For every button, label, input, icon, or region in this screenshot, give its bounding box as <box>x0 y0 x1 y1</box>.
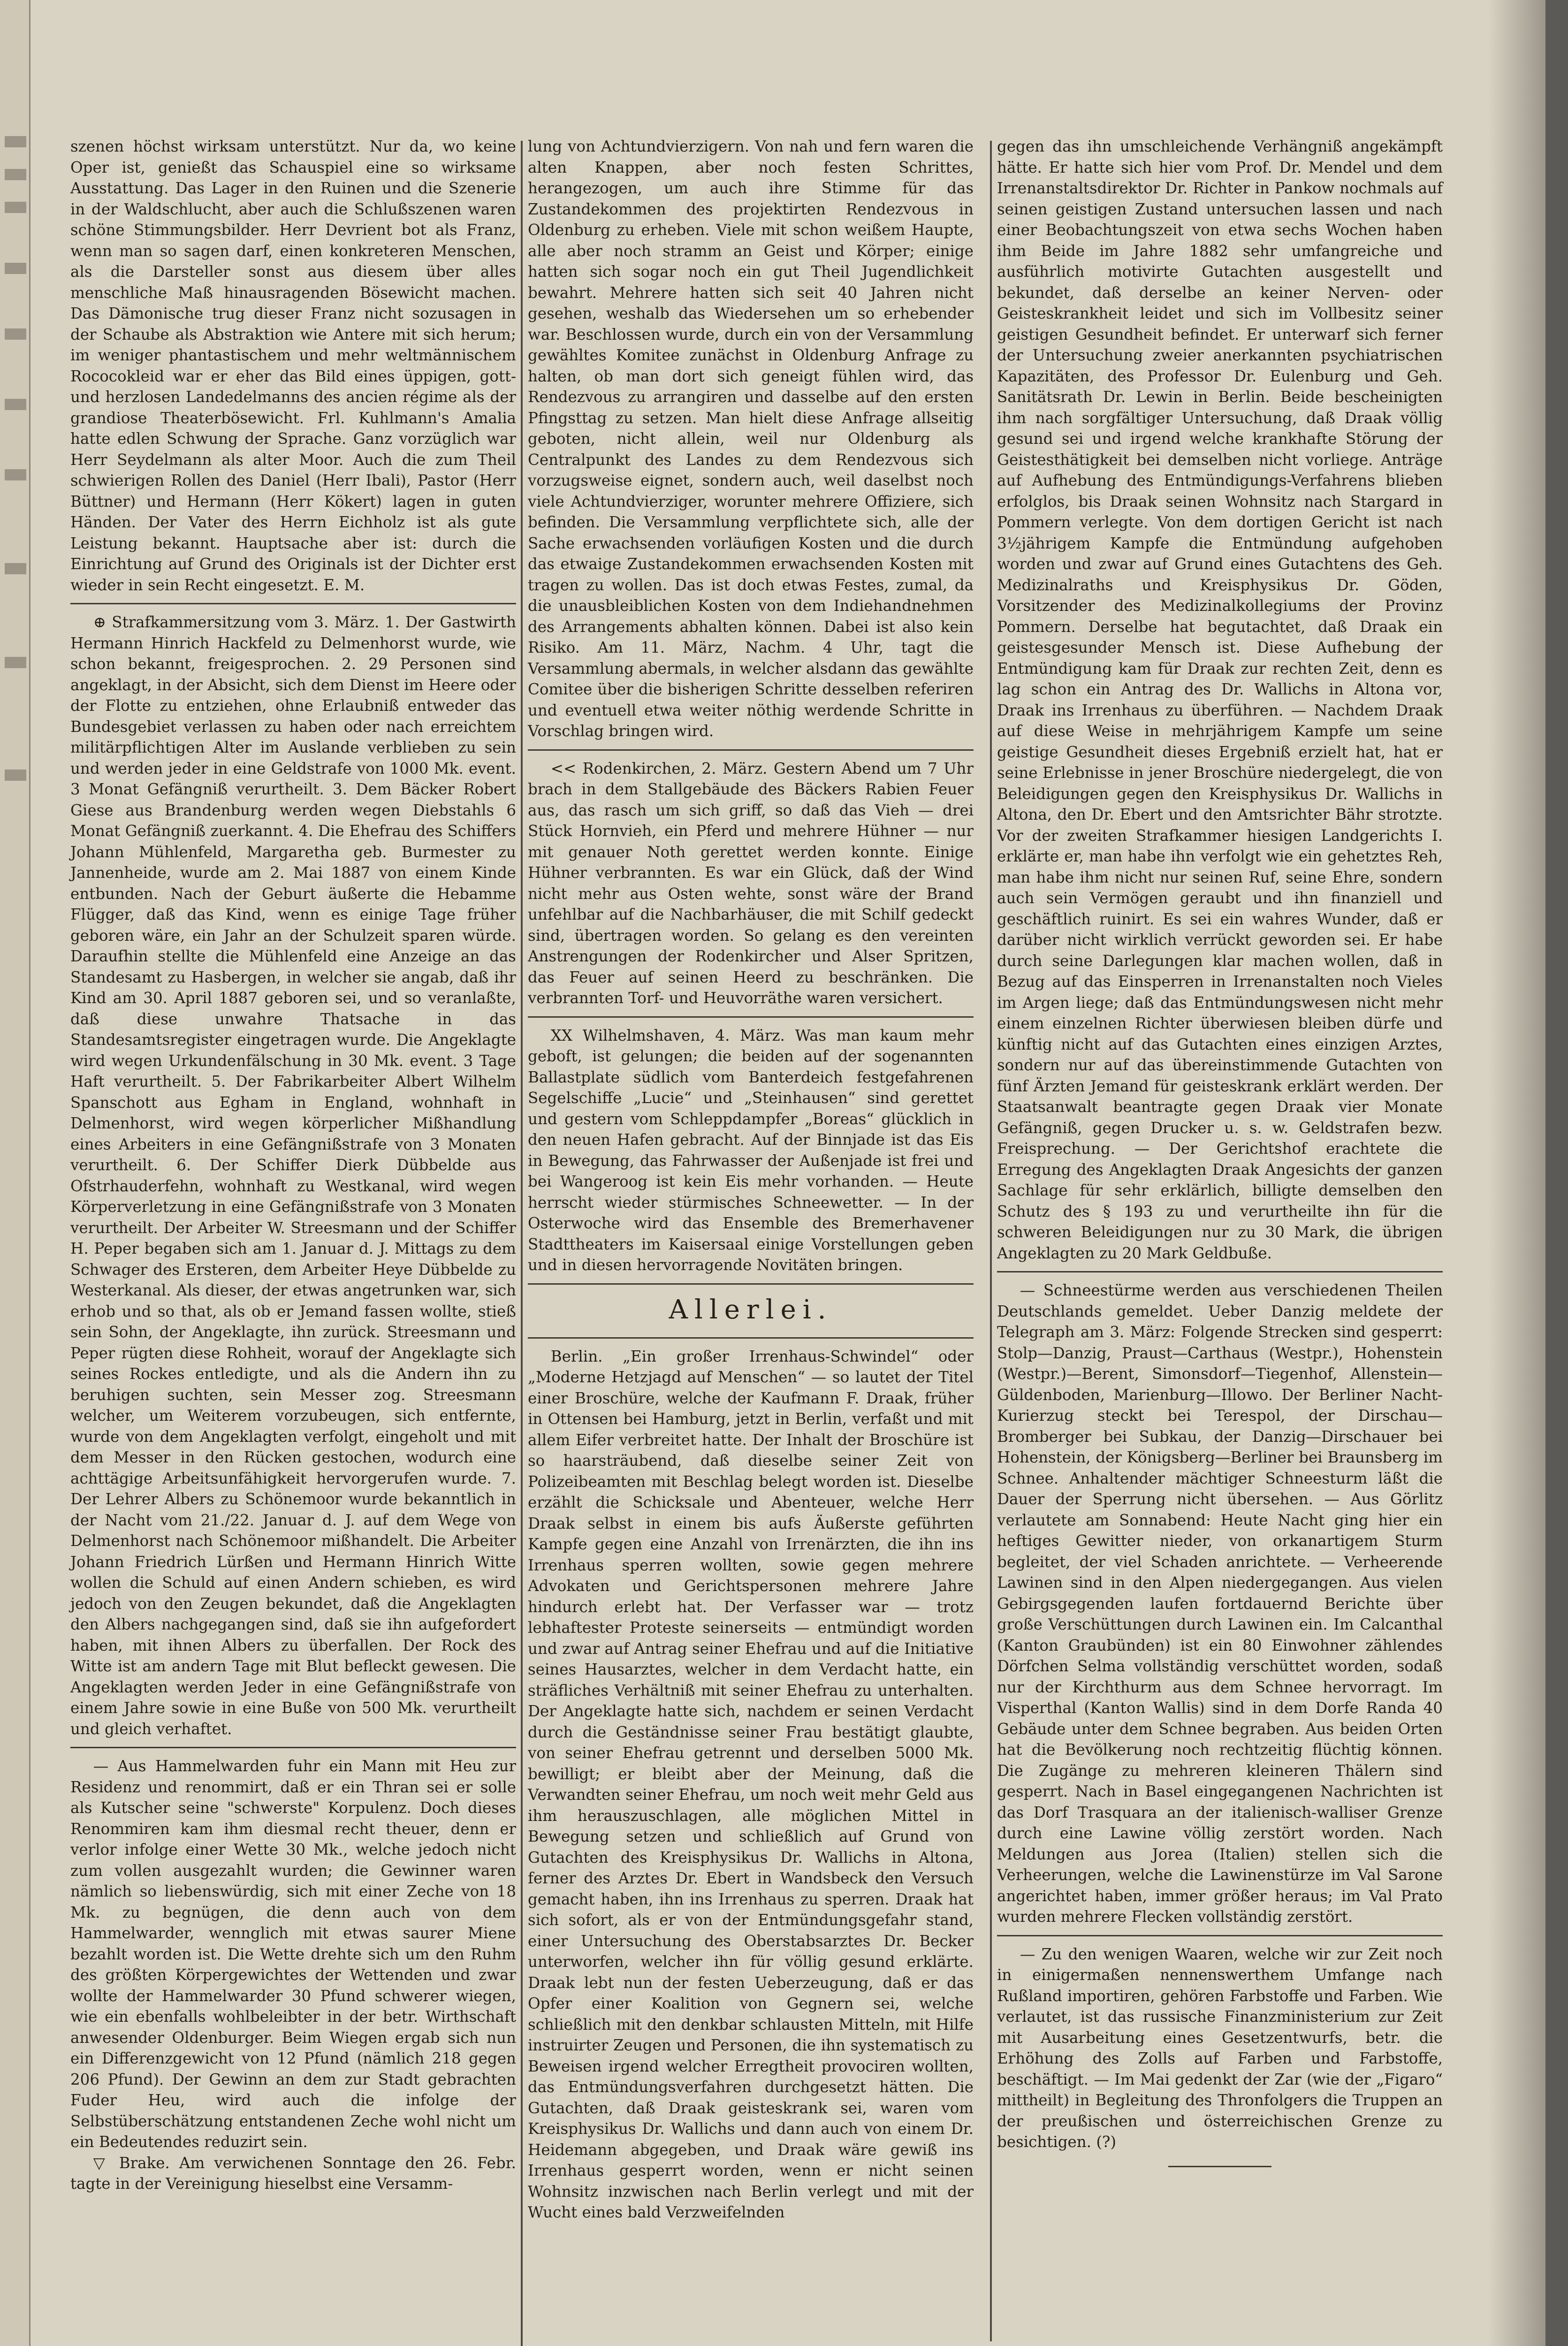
article-separator <box>70 1747 516 1748</box>
article-separator <box>70 603 516 604</box>
article-separator <box>528 1016 974 1018</box>
article-schneestuerme: — Schneestürme werden aus verschiedenen Theilen Deutschlands gemeldet. Ueber Danzig meldete der Telegraph am 3. März: Folgende Strecken sind gesperrt: Stolp—Danzig, Praust—Carthaus (Westpr.), Hohenstein (Westpr.)—Berent, Simonsdorf—Tiegenhof, Allenstein—Güldenboden, Marienburg—Illowo. Der Berliner Nacht-Kurierzug steckt bei Terespol, der Dirschau—Bromberger bei Subkau, der Danzig—Dirschauer bei Hohenstein, der Königsberg—Berliner bei Braunsberg im Schnee. Anhaltender mächtiger Schneesturm läßt die Dauer der Sperrung nicht übersehen. — Aus Görlitz verlautete am Sonnabend: Heute Nacht ging hier ein heftiges Gewitter nieder, von orkanartigem Sturm begleitet, der viel Schaden anrichtete. — Verheerende Lawinen sind in den Alpen niedergegangen. Aus vielen Gebirgsgegenden laufen fortdauernd Berichte über große Verschüttungen durch Lawinen ein. Im Calcanthal (Kanton Graubünden) ist ein 80 Einwohner zählendes Dörfchen Selma vollständig verschüttet worden, sodaß nur der Kirchthurm aus dem Schnee hervorragt. Im Visperthal (Kanton Wallis) sind in dem Dorfe Randa 40 Gebäude unter dem Schnee begraben. Aus beiden Orten hat die Bevölkerung noch rechtzeitig flüchtig können. Die Zugänge zu mehreren kleineren Thälern sind gesperrt. Nach in Basel eingegangenen Nachrichten ist das Dorf Trasquara an der italienisch-walliser Grenze durch eine Lawine völlig zerstört worden. Nach Meldungen aus Jorea (Italien) stellen sich die Verheerungen, welche die Lawinenstürze im Val Sarone angerichtet haben, immer größer heraus; im Val Prato wurden mehrere Flecken vollständig zerstört. <box>997 1281 1443 1926</box>
section-title-allerlei: Allerlei. <box>669 1294 833 1325</box>
article-achtundvierziger: lung von Achtundvierzigern. Von nah und fern waren die alten Knappen, aber noch festen Schrittes, herangezogen, um auch ihre Stimme für das Zustandekommen des projektirten Rendezvous in Oldenburg zu erheben. Viele mit schon weißem Haupte, alle aber noch stramm an Geist und Körper; einige hatten sich sogar noch ein gut Theil Jugendlichkeit bewahrt. Mehrere hatten sich seit 40 Jahren nicht gesehen, weshalb das Wiedersehen um so erhebender war. Beschlossen wurde, durch ein von der Versammlung gewähltes Komitee zunächst in Oldenburg Anfrage zu halten, ob man dort sich geneigt fühlen wird, das Rendezvous zu arrangiren und dasselbe auf den ersten Pfingsttag zu setzen. Man hielt diese Anfrage allseitig geboten, nicht allein, weil nur Oldenburg als Centralpunkt des Landes zu dem Rendezvous sich vorzugsweise eignet, sondern auch, weil daselbst noch viele Achtundvierziger, worunter mehrere Offiziere, sich befinden. Die Versammlung verpflichtete sich, alle der Sache erwachsenden vorläufigen Kosten und die durch das etwaige Zustandekommen erwachsenden Kosten mit tragen zu wollen. Das ist doch etwas Festes, zumal, da die unausbleiblichen Kosten von dem Indiehandnehmen des Arrangements abhalten können. Dabei ist also kein Risiko. Am 11. März, Nachm. 4 Uhr, tagt die Versammlung abermals, in welcher alsdann das gewählte Comitee über die bisherigen Schritte desselben referiren und eventuell etwa weiter nöthig werdende Schritte in Vorschlag bringen wird. <box>528 137 974 740</box>
end-rule <box>1168 2166 1271 2167</box>
edge-fragment <box>5 657 26 668</box>
article-brake: ▽ Brake. Am verwichenen Sonntage den 26. Febr. tagte in der Vereinigung hieselbst eine Versamm- <box>70 2154 516 2193</box>
article-rodenkirchen: << Rodenkirchen, 2. März. Gestern Abend um 7 Uhr brach in dem Stallgebäude des Bäckers Rabien Feuer aus, das rasch um sich griff, so daß das Vieh — drei Stück Hornvieh, ein Pferd und mehrere Hühner — nur mit genauer Noth gerettet werden konnte. Einige Hühner verbrannten. Es war ein Glück, daß der Wind nicht mehr aus Osten wehte, sonst wäre der Brand unfehlbar auf die Nachbarhäuser, die mit Schilf gedeckt sind, übertragen worden. So gelang es den vereinten Anstrengungen der Rodenkircher und Alser Spritzen, das Feuer auf seinen Heerd zu beschränken. Die verbrannten Torf- und Heuvorräthe waren versichert. <box>528 759 974 1007</box>
binding-strip <box>1545 0 1568 2346</box>
article-berlin-irrenhaus-continued: gegen das ihn umschleichende Verhängniß angekämpft hätte. Er hatte sich hier vom Prof. Dr. Mendel und dem Irrenanstaltsdirektor Dr. Richter in Pankow nochmals auf seinen geistigen Zustand untersuchen lassen und nach einer Beobachtungszeit von etwa sechs Wochen haben ihm Beide im Jahre 1882 sehr umfangreiche und ausführlich motivirte Gutachten ausgestellt und bekundet, daß derselbe an keiner Nerven- oder Geisteskrankheit leidet und sich im Vollbesitz seiner geistigen Gesundheit befindet. Er unterwarf sich ferner der Untersuchung zweier anerkannten psychiatrischen Kapazitäten, des Professor Dr. Eulenburg und Geh. Sanitätsrath Dr. Lewin in Berlin. Beide bescheinigten ihm nach sorgfältiger Untersuchung, daß Draak völlig gesund sei und irgend welche krankhafte Störung der Geistesthätigkeit bei demselben nicht vorliege. Anträge auf Aufhebung des Entmündigungs-Verfahrens blieben erfolglos, bis Draak seinen Wohnsitz nach Stargard in Pommern verlegte. Von dem dortigen Gericht ist nach 3½jährigem Kampfe die Entmündung aufgehoben worden und zwar auf Grund eines Gutachtens des Geh. Medizinalraths und Kreisphysikus Dr. Göden, Vorsitzender des Medizinalkollegiums der Provinz Pommern. Derselbe hat begutachtet, daß Draak ein geistesgesunder Mensch ist. Diese Aufhebung der Entmündigung kam für Draak zur rechten Zeit, denn es lag schon ein Antrag des Dr. Wallichs in Altona vor, Draak ins Irrenhaus zu überführen. — Nachdem Draak auf diese Weise in mehrjährigem Kampfe um seine geistige Gesundheit dieses Ergebniß erzielt hat, hat er seine Erlebnisse in jener Broschüre niedergelegt, die von Beleidigungen gegen den Kreisphysikus Dr. Wallichs in Altona, den Dr. Ebert und den Amtsrichter Bähr strotzte. Vor der zweiten Strafkammer hiesigen Landgerichts I. erklärte er, man habe ihn verfolgt wie ein gehetztes Reh, man habe ihm nicht nur seinen Ruf, seine Ehre, sondern auch sein Vermögen geraubt und ihn finanziell und geschäftlich ruinirt. Es sei ein wahres Wunder, daß er darüber nicht wirklich verrückt geworden sei. Er habe durch seine Darlegungen klar machen wollen, daß in Bezug auf das Einsperren in Irrenanstalten noch Vieles im Argen liege; daß das Entmündungswesen nicht mehr einem einzelnen Richter überwiesen bleiben dürfe und künftig nicht auf das Gutachten eines einzigen Arztes, sondern nur auf das übereinstimmende Gutachten von fünf Ärzten Jemand für geisteskrank erklärt werden. Der Staatsanwalt beantragte gegen Draak vier Monate Gefängniß, gegen Drucker u. s. w. Geldstrafen bezw. Freisprechung. — Der Gerichtshof erachtete die Erregung des Angeklagten Draak Angesichts der ganzen Sachlage für sehr erklärlich, billigte demselben den Schutz des § 193 zu und verurtheilte ihn für die schweren Beleidigungen nur zu 30 Mark, die übrigen Angeklagten zu 20 Mark Geldbuße. <box>997 137 1443 1262</box>
section-separator <box>528 1283 974 1285</box>
edge-fragment <box>5 563 26 574</box>
article-separator <box>997 1935 1443 1936</box>
article-russland-farben: — Zu den wenigen Waaren, welche wir zur Zeit noch in einigermaßen nennenswerthem Umfange nach Rußland importiren, gehören Farbstoffe und Farben. Wie verlautet, ist das russische Finanzministerium zur Zeit mit Ausarbeitung eines Gesetzentwurfs, betr. die Erhöhung des Zolls auf Farben und Farbstoffe, beschäftigt. — Im Mai gedenkt der Zar (wie der „Figaro“ mittheilt) in Begleitung des Thronfolgers die Truppen an der preußischen und österreichischen Grenze zu besichtigen. (?) <box>997 1945 1443 2151</box>
edge-fragment <box>5 136 26 147</box>
edge-fragment <box>5 263 26 274</box>
column-rule <box>521 141 523 2346</box>
article-hammelwarden: — Aus Hammelwarden fuhr ein Mann mit Heu zur Residenz und renommirt, daß er ein Thran sei er solle als Kutscher seine "schwerste" Korpulenz. Doch dieses Renommiren kam ihm diesmal recht theuer, denn er verlor infolge einer Wette 30 Mk., welche jedoch nicht zum vollen ausgezahlt wurden; die Gewinner waren nämlich so liebenswürdig, sich mit einer Zeche von 18 Mk. zu begnügen, die denn auch von dem Hammelwarder, wennglich mit etwas saurer Miene bezahlt worden ist. Die Wette drehte sich um den Ruhm des größten Körpergewichtes der Wettenden und zwar wollte der Hammelwarder 30 Pfund schwerer wiegen, wie ein ebenfalls wohlbeleibter in der betr. Wirthschaft anwesender Oldenburger. Beim Wiegen ergab sich nun ein Differenzgewicht von 12 Pfund (nämlich 218 gegen 206 Pfund). Der Gewinn an dem zur Stadt gebrachten Fuder Heu, wird auch die infolge der Selbstüberschätzung entstandenen Zeche wohl nicht um ein Bedeutendes reduzirt sein. <box>70 1757 516 2151</box>
column-rule <box>990 141 992 2341</box>
article-theater-review: szenen höchst wirksam unterstützt. Nur da, wo keine Oper ist, genießt das Schauspiel eine so wirksame Ausstattung. Das Lager in den Ruinen und die Szenerie in der Waldschlucht, aber auch die Schlußszenen waren schöne Stimmungsbilder. Herr Devrient bot als Franz, wenn man so sagen darf, einen konkreteren Menschen, als die Darsteller sonst aus diesem über alles menschliche Maß hinausragenden Bösewicht machen. Das Dämonische trug dieser Franz nicht sozusagen in der Schaube als Abstraktion wie Antere mit sich herum; im weniger phantastischem und mehr weltmännischem Rococokleid war er eher das Bild eines üppigen, gott- und herzlosen Landedelmanns des ancien régime als der grandiose Theaterbösewicht. Frl. Kuhlmann's Amalia hatte edlen Schwung der Sprache. Ganz vorzüglich war Herr Seydelmann als alter Moor. Auch die zum Theil schwierigen Rollen des Daniel (Herr Ibali), Pastor (Herr Büttner) und Hermann (Herr Kökert) lagen in guten Händen. Der Vater des Herrn Eichholz ist als gute Leistung bekannt. Hauptsache aber ist: durch die Einrichtung auf Grund des Originals ist der Dichter erst wieder in sein Recht eingesetzt. E. M. <box>70 137 516 594</box>
edge-fragment <box>5 469 26 480</box>
section-separator <box>528 1337 974 1339</box>
article-separator <box>528 749 974 751</box>
article-berlin-irrenhaus: Berlin. „Ein großer Irrenhaus-Schwindel“ oder „Moderne Hetzjagd auf Menschen“ — so lautet der Titel einer Broschüre, welche der Kaufmann F. Draak, früher in Ottensen bei Hamburg, jetzt in Berlin, verfaßt und mit allem Eifer verbreitet hatte. Der Inhalt der Broschüre ist so haarsträubend, daß dieselbe seiner Zeit von Polizeibeamten mit Beschlag belegt worden ist. Dieselbe erzählt die Schicksale und Abenteuer, welche Herr Draak selbst in einem bis aufs Äußerste geführten Kampfe gegen eine Anzahl von Irrenärzten, die ihn ins Irrenhaus sperren wollten, sowie gegen mehrere Advokaten und Gerichtspersonen mehrere Jahre hindurch erlebt hat. Der Verfasser war — trotz lebhaftester Proteste seinerseits — entmündigt worden und zwar auf Antrag seiner Ehefrau und auf die Initiative seines Hausarztes, welcher in dem Verdacht hatte, ein sträfliches Verhältniß mit seiner Ehefrau zu unterhalten. Der Angeklagte hatte sich, nachdem er seinen Verdacht durch die Geständnisse seiner Frau bestätigt glaubte, von seiner Ehefrau getrennt und derselben 5000 Mk. bewilligt; er bleibt aber der Meinung, daß die Verwandten seiner Ehefrau, um noch weit mehr Geld aus ihm herauszuschlagen, alle möglichen Mittel in Bewegung setzen und schließlich auf Grund von Gutachten des Kreisphysikus Dr. Wallichs in Altona, ferner des Arztes Dr. Ebert in Wandsbeck den Versuch gemacht haben, ihn ins Irrenhaus zu sperren. Draak hat sich sofort, als er von der Entmündungsgefahr stand, einer Untersuchung des Oberstabsarztes Dr. Becker unterworfen, welcher ihn für völlig gesund erklärte. Draak lebt nun der festen Ueberzeugung, daß er das Opfer einer Koalition von Gegnern sei, welche schließlich mit den denkbar schlausten Mitteln, mit Hilfe instruirter Zeugen und Personen, die ihn systematisch zu Beweisen irgend welcher Erregtheit provociren wollten, das Entmündungsverfahren durchgesetzt hätten. Die Gutachten, daß Draak geisteskrank sei, waren vom Kreisphysikus Dr. Wallichs und dann auch von einem Dr. Heidemann abgegeben, und Draak wäre gewiß ins Irrenhaus gesperrt worden, wenn er nicht seinen Wohnsitz inzwischen nach Berlin verlegt und mit der Wucht eines bald Verzweifelnden <box>528 1347 974 2221</box>
edge-fragment <box>5 169 26 180</box>
article-strafkammer: ⊕ Strafkammersitzung vom 3. März. 1. Der Gastwirth Hermann Hinrich Hackfeld zu Delmenhorst wurde, wie schon bekannt, freigesprochen. 2. 29 Personen sind angeklagt, in der Absicht, sich dem Dienst im Heere oder der Flotte zu entziehen, ohne Erlaubniß entweder das Bundesgebiet verlassen zu haben oder nach erreichtem militärpflichtigen Alter im Auslande verblieben zu sein und werden jeder in eine Geldstrafe von 1000 Mk. event. 3 Monat Gefängniß verurtheilt. 3. Dem Bäcker Robert Giese aus Brandenburg werden wegen Diebstahls 6 Monat Gefängniß zuerkannt. 4. Die Ehefrau des Schiffers Johann Mühlenfeld, Margaretha geb. Burmester zu Jannenheide, wurde am 2. Mai 1887 von einem Kinde entbunden. Nach der Geburt äußerte die Hebamme Flügger, daß das Kind, wenn es einige Tage früher geboren wäre, ein Jahr an der Schulzeit sparen würde. Daraufhin stellte die Mühlenfeld eine Anzeige an das Standesamt zu Hasbergen, in welcher sie angab, daß ihr Kind am 30. April 1887 geboren sei, und so veranlaßte, daß diese unwahre Thatsache in das Standesamtsregister eingetragen wurde. Die Angeklagte wird wegen Urkundenfälschung in 30 Mk. event. 3 Tage Haft verurtheilt. 5. Der Fabrikarbeiter Albert Wilhelm Spanschott aus Egham in England, wohnhaft in Delmenhorst, wird wegen körperlicher Mißhandlung eines Arbeiters in eine Gefängnißstrafe von 3 Monaten verurtheilt. 6. Der Schiffer Dierk Dübbelde aus Ofstrhauderfehn, wohnhaft zu Westkanal, wird wegen Körperverletzung in eine Gefängnißstrafe von 3 Monaten verurtheilt. Der Arbeiter W. Streesmann und der Schiffer H. Peper begaben sich am 1. Januar d. J. Mittags zu dem Schwager des Ersteren, dem Arbeiter Heye Dübbelde zu Westerkanal. Als dieser, der etwas angetrunken war, sich erhob und so that, als ob er Jemand fassen wollte, stieß sein Sohn, der Angeklagte, ihn zurück. Streesmann und Peper rügten diese Rohheit, worauf der Angeklagte sich seines Rockes entledigte, und als die Andern ihn zu beruhigen suchten, sein Messer zog. Streesmann welcher, um Weiterem vorzubeugen, sich entfernte, wurde von dem Angeklagten verfolgt, eingeholt und mit dem Messer in den Rücken gestochen, wodurch eine achttägige Arbeitsunfähigkeit hervorgerufen wurde. 7. Der Lehrer Albers zu Schönemoor wurde bekanntlich in der Nacht vom 21./22. Januar d. J. auf dem Wege von Delmenhorst nach Schönemoor mißhandelt. Die Arbeiter Johann Friedrich Lürßen und Hermann Hinrich Witte wollen die Schuld auf einen Andern schieben, es wird jedoch von den Zeugen bekundet, daß die Angeklagten den Albers nachgegangen sind, daß sie ihn aufgefordert haben, mit ihnen Albers zu überfallen. Der Rock des Witte ist am andern Tage mit Blut befleckt gewesen. Die Angeklagten werden Jeder in eine Gefängnißstrafe von einem Jahre sowie in eine Buße von 500 Mk. verurtheilt und gleich verhaftet. <box>70 613 516 1738</box>
article-separator <box>997 1271 1443 1272</box>
edge-fragment <box>5 399 26 410</box>
column-1 <box>70 136 516 2194</box>
article-wilhelmshaven: XX Wilhelmshaven, 4. März. Was man kaum mehr geboft, ist gelungen; die beiden auf der sogenannten Ballastplate südlich vom Banterdeich festgefahrenen Segelschiffe „Lucie“ und „Steinhausen“ sind gerettet und gestern vom Schleppdampfer „Boreas“ glücklich in den neuen Hafen gebracht. Auf der Binnjade ist das Eis in Bewegung, das Fahrwasser der Außenjade ist frei und bei Wangeroog ist kein Eis mehr vorhanden. — Heute herrscht wieder stürmisches Schneewetter. — In der Osterwoche wird das Ensemble des Bremerhavener Stadttheaters im Kaisersaal einige Vorstellungen geben und in diesen hervorragende Novitäten bringen. <box>528 1026 974 1274</box>
edge-fragment <box>5 328 26 340</box>
column-2 <box>528 136 974 2223</box>
column-3 <box>997 136 1443 2180</box>
previous-page-edge <box>0 0 30 2346</box>
edge-fragment <box>5 769 26 781</box>
edge-fragment <box>5 202 26 213</box>
